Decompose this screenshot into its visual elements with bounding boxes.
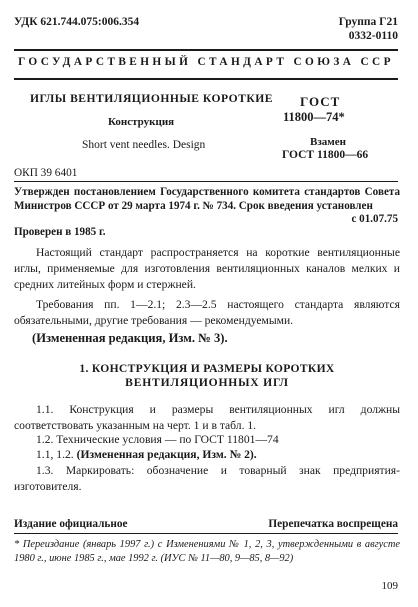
- standard-title: ИГЛЫ ВЕНТИЛЯЦИОННЫЕ КОРОТКИЕ: [30, 92, 273, 105]
- reprint-prohibited: Перепечатка воспрещена: [268, 518, 398, 530]
- section-1-heading-line-2: ВЕНТИЛЯЦИОННЫХ ИГЛ: [125, 376, 289, 389]
- gost-number: 11800—74*: [283, 110, 345, 124]
- okp-rule: [14, 181, 398, 182]
- page-number: 109: [381, 580, 398, 592]
- gost-label: ГОСТ: [300, 94, 341, 109]
- standard-subtitle: Конструкция: [108, 116, 175, 128]
- classifier-code: 0332-0110: [348, 30, 398, 42]
- udk-code: УДК 621.744.075:006.354: [14, 16, 140, 28]
- replaced-standard: ГОСТ 11800—66: [282, 149, 369, 161]
- replaces-label: Взамен: [310, 136, 346, 148]
- banner-rule: [14, 78, 398, 80]
- english-title: Short vent needles. Design: [82, 139, 206, 151]
- checked-year: Проверен в 1985 г.: [14, 226, 106, 238]
- intro-paragraph-1: Настоящий стандарт распространяется на короткие вентиляционные иглы, применяемые для изготовления вентиляционных каналов мелких и средних литейных форм и стержней.: [14, 246, 400, 291]
- effective-date: с 01.07.75: [351, 213, 398, 225]
- reissue-note: * Переиздание (январь 1997 г.) с Изменениями № 1, 2, 3, утвержденными в августе 1980 г., июне 1985 г., мае 1992 г. (ИУС № 11—80, 9—85, 8—92): [14, 539, 400, 564]
- top-rule-thick: [14, 49, 398, 51]
- okp-code: ОКП 39 6401: [14, 167, 78, 179]
- intro-paragraph-2: Требования пп. 1—2.1; 2.3—2.5 настоящего стандарта являются обязательными, другие требования — рекомендуемыми.: [14, 298, 400, 327]
- footer-rule: [14, 533, 398, 534]
- clause-amendment-2: [36, 447, 257, 463]
- amendment-note-3: (Измененная редакция, Изм. № 3).: [32, 331, 228, 345]
- clause-amendment-numbers: 1.1, 1.2.: [36, 448, 74, 461]
- clause-1-1: 1.1. Конструкция и размеры вентиляционных игл должны соответствовать указанным на черт. 1 и в табл. 1.: [14, 403, 400, 432]
- clause-1-2: 1.2. Технические условия — по ГОСТ 11801—74: [36, 433, 279, 446]
- approval-text: Утвержден постановлением Государственного комитета стандартов Совета Министров СССР от 29 марта 1974 г. № 734. Срок введения установлен: [14, 186, 400, 212]
- section-1-heading-line-1: 1. КОНСТРУКЦИЯ И РАЗМЕРЫ КОРОТКИХ: [79, 362, 335, 375]
- group-code: Группа Г21: [338, 16, 398, 28]
- clause-1-3: 1.3. Маркировать: обозначение и товарный знак предприятия-изготовителя.: [14, 464, 400, 493]
- clause-amendment-label: (Измененная редакция, Изм. № 2).: [76, 448, 257, 461]
- official-edition: Издание официальное: [14, 518, 128, 530]
- state-standard-banner: ГОСУДАРСТВЕННЫЙ СТАНДАРТ СОЮЗА ССР: [18, 56, 394, 68]
